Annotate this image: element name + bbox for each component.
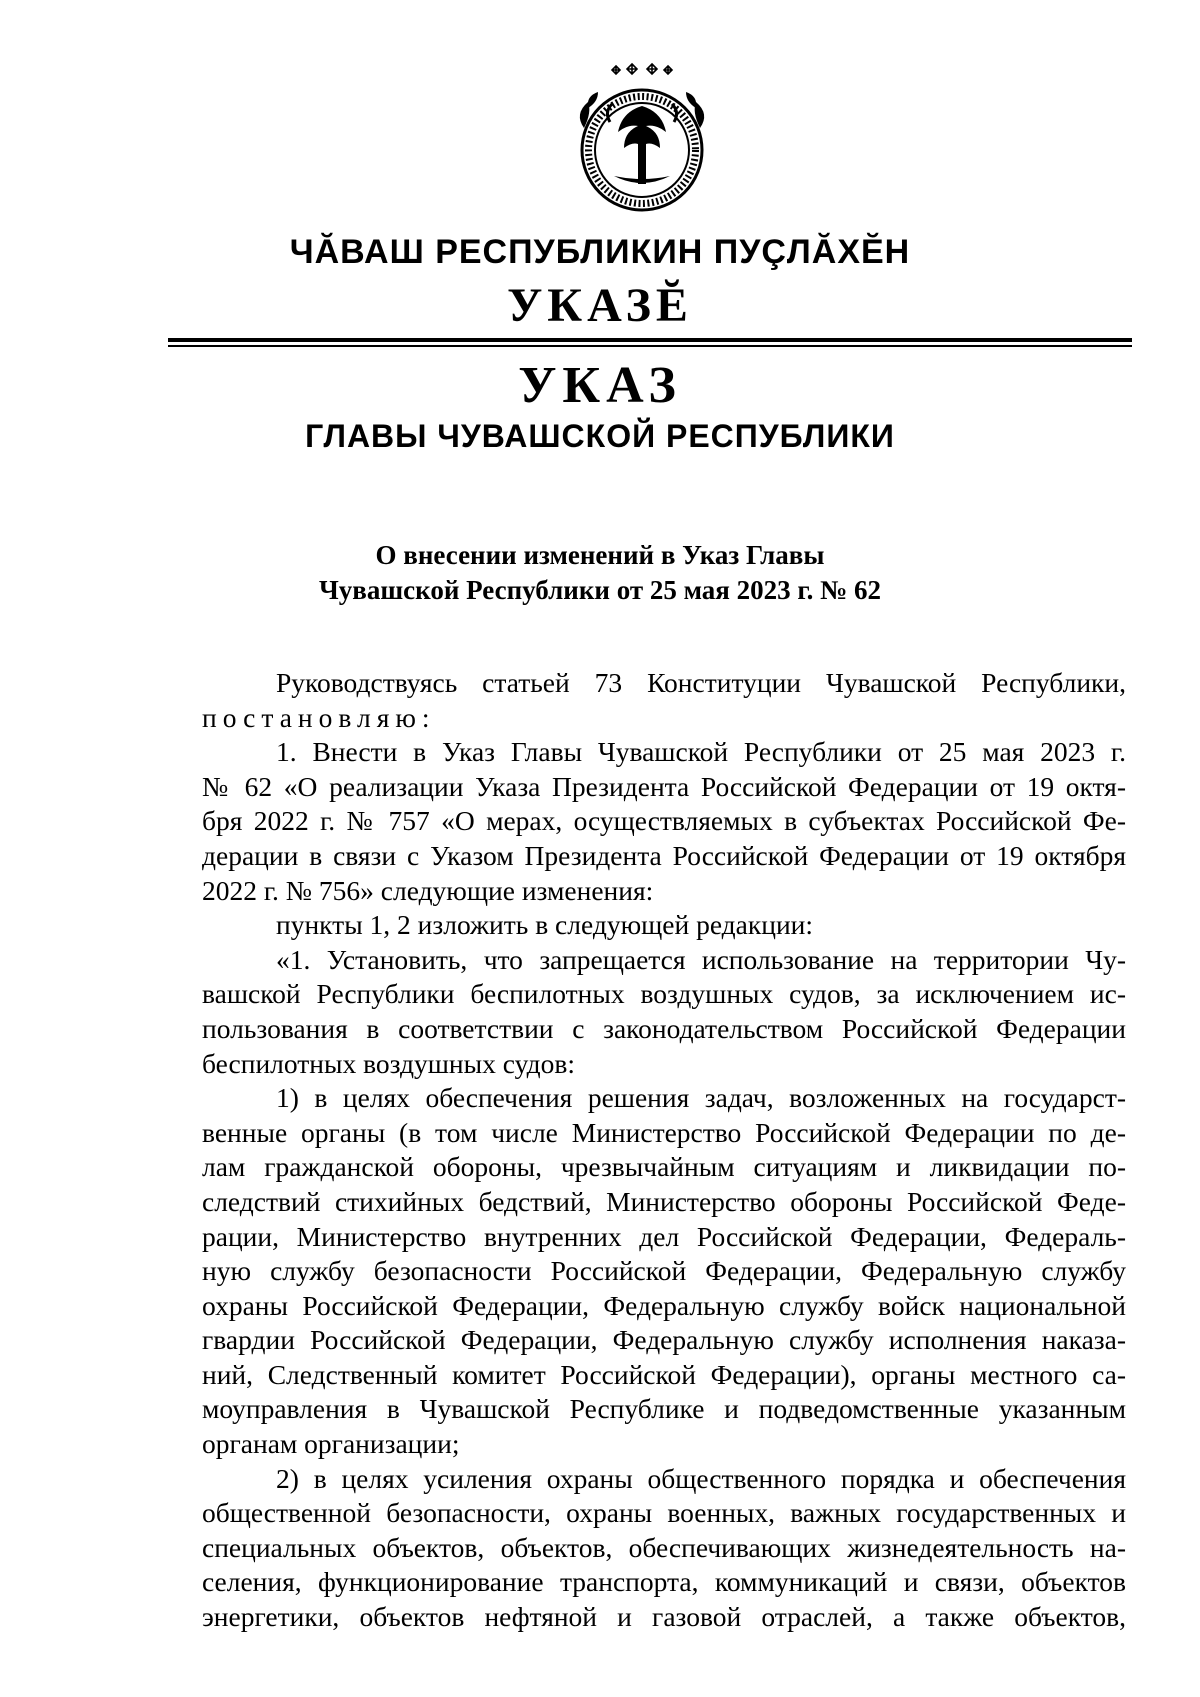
body-line: бря 2022 г. № 757 «О мерах, осуществляемых в субъектах Российской Фе- bbox=[202, 805, 1126, 837]
body-line: охраны Российской Федерации, Федеральную службу войск национальной bbox=[202, 1289, 1126, 1321]
body-line: вашской Республики беспилотных воздушных судов, за исключением ис- bbox=[202, 978, 1126, 1010]
chuvash-decree-heading: УКАЗĔ bbox=[507, 279, 693, 332]
subject-line: Чувашской Республики от 25 мая 2023 г. № 62 bbox=[318, 575, 882, 605]
body-line: моуправления в Чувашской Республике и подведомственные указанным bbox=[202, 1393, 1126, 1425]
body-line: Руководствуясь статьей 73 Конституции Чувашской Республики, bbox=[276, 667, 1126, 698]
body-line: селения, функционирование транспорта, коммуникаций и связи, объектов bbox=[202, 1566, 1126, 1598]
subject-line: О внесении изменений в Указ Главы bbox=[375, 540, 825, 570]
body-line: специальных объектов, объектов, обеспечивающих жизнедеятельность на- bbox=[202, 1531, 1126, 1563]
body-line: беспилотных воздушных судов: bbox=[202, 1047, 575, 1079]
russian-authority-title: ГЛАВЫ ЧУВАШСКОЙ РЕСПУБЛИКИ bbox=[305, 418, 895, 454]
body-line: дерации в связи с Указом Президента Российской Федерации от 19 октября bbox=[202, 839, 1126, 871]
body-line: пункты 1, 2 изложить в следующей редакции: bbox=[276, 909, 814, 941]
body-line: лам гражданской обороны, чрезвычайным ситуациям и ликвидации по- bbox=[202, 1151, 1126, 1183]
body-line: общественной безопасности, охраны военных, важных государственных и bbox=[202, 1497, 1126, 1529]
russian-decree-heading: УКАЗ bbox=[518, 357, 682, 414]
body-line: следствий стихийных бедствий, Министерство обороны Российской Феде- bbox=[202, 1185, 1126, 1217]
body-line: органам организации; bbox=[202, 1428, 460, 1460]
decree-body bbox=[202, 666, 1126, 1635]
body-line: 1. Внести в Указ Главы Чувашской Республики от 25 мая 2023 г. bbox=[276, 736, 1126, 768]
body-line: гвардии Российской Федерации, Федеральную службу исполнения наказа- bbox=[202, 1324, 1126, 1356]
body-line: венные органы (в том числе Министерство Российской Федерации по де- bbox=[202, 1116, 1126, 1148]
decree-subject bbox=[0, 538, 1200, 608]
body-line: № 62 «О реализации Указа Президента Российской Федерации от 19 октя- bbox=[202, 770, 1126, 802]
body-line: 1) в целях обеспечения решения задач, возложенных на государст- bbox=[276, 1082, 1126, 1114]
body-line: ную службу безопасности Российской Федерации, Федеральную службу bbox=[202, 1255, 1126, 1287]
body-line: пользования в соответствии с законодательством Российской Федерации bbox=[202, 1012, 1126, 1044]
body-line: энергетики, объектов нефтяной и газовой отраслей, а также объектов, bbox=[202, 1601, 1126, 1633]
body-line: рации, Министерство внутренних дел Российской Федерации, Федераль- bbox=[202, 1220, 1126, 1252]
chuvash-authority-title: ЧĂВАШ РЕСПУБЛИКИН ПУÇЛĂХĔН bbox=[289, 233, 911, 271]
body-line: ний, Следственный комитет Российской Федерации), органы местного са- bbox=[202, 1358, 1126, 1390]
header-divider-thick bbox=[168, 338, 1132, 342]
body-line: 2) в целях усиления охраны общественного порядка и обеспечения bbox=[276, 1462, 1126, 1494]
body-line-resolution: постановляю: bbox=[202, 701, 436, 733]
body-line: 2022 г. № 756» следующие изменения: bbox=[202, 874, 654, 906]
chuvash-coat-of-arms-icon bbox=[566, 58, 718, 218]
header-divider-thin bbox=[168, 345, 1132, 347]
body-line: «1. Установить, что запрещается использование на территории Чу- bbox=[276, 943, 1126, 975]
